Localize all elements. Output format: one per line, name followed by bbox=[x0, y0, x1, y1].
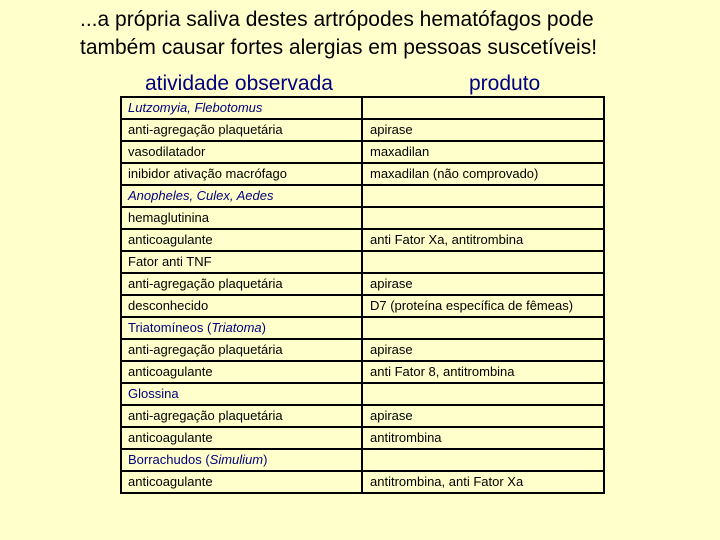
group-row-triatomineos bbox=[121, 317, 604, 339]
product-cell: apirase bbox=[362, 273, 604, 295]
activity-cell: anticoagulante bbox=[121, 471, 362, 493]
activity-cell: anticoagulante bbox=[121, 229, 362, 251]
group-empty-cell bbox=[362, 383, 604, 405]
activity-cell: vasodilatador bbox=[121, 141, 362, 163]
product-cell: anti Fator Xa, antitrombina bbox=[362, 229, 604, 251]
activity-cell: hemaglutinina bbox=[121, 207, 362, 229]
activity-cell: anti-agregação plaquetária bbox=[121, 273, 362, 295]
group-empty-cell bbox=[362, 317, 604, 339]
product-cell: maxadilan (não comprovado) bbox=[362, 163, 604, 185]
table-row bbox=[121, 207, 604, 229]
group-row-lutzomyia bbox=[121, 97, 604, 119]
page-title bbox=[80, 6, 710, 62]
product-cell bbox=[362, 207, 604, 229]
group-label-close: ) bbox=[263, 452, 268, 467]
table-row bbox=[121, 229, 604, 251]
column-header-product: produto bbox=[469, 72, 541, 95]
title-line-1: ...a própria saliva destes artrópodes hematófagos pode bbox=[80, 8, 594, 31]
table-row bbox=[121, 471, 604, 493]
table-row bbox=[121, 163, 604, 185]
product-cell: apirase bbox=[362, 405, 604, 427]
group-empty-cell bbox=[362, 449, 604, 471]
product-cell: apirase bbox=[362, 339, 604, 361]
activity-cell: anti-agregação plaquetária bbox=[121, 405, 362, 427]
product-cell: D7 (proteína específica de fêmeas) bbox=[362, 295, 604, 317]
activity-cell: anti-agregação plaquetária bbox=[121, 119, 362, 141]
table-row bbox=[121, 339, 604, 361]
group-row-glossina bbox=[121, 383, 604, 405]
group-label: Glossina bbox=[121, 383, 362, 405]
table-row bbox=[121, 361, 604, 383]
product-cell: anti Fator 8, antitrombina bbox=[362, 361, 604, 383]
group-row-anopheles bbox=[121, 185, 604, 207]
title-line-2: também causar fortes alergias em pessoas suscetíveis! bbox=[80, 36, 598, 59]
group-empty-cell bbox=[362, 185, 604, 207]
saliva-activity-table bbox=[120, 96, 605, 494]
activity-cell: anticoagulante bbox=[121, 361, 362, 383]
group-label-plain: Borrachudos ( bbox=[128, 452, 210, 467]
group-label-plain: Triatomíneos ( bbox=[128, 320, 212, 335]
group-label bbox=[121, 317, 362, 339]
activity-cell: Fator anti TNF bbox=[121, 251, 362, 273]
product-cell bbox=[362, 251, 604, 273]
activity-cell: anticoagulante bbox=[121, 427, 362, 449]
table-row bbox=[121, 251, 604, 273]
column-header-activity: atividade observada bbox=[145, 72, 333, 95]
group-label bbox=[121, 449, 362, 471]
table-row bbox=[121, 295, 604, 317]
group-label-close: ) bbox=[261, 320, 266, 335]
table-row bbox=[121, 141, 604, 163]
product-cell: apirase bbox=[362, 119, 604, 141]
group-row-borrachudos bbox=[121, 449, 604, 471]
product-cell: antitrombina, anti Fator Xa bbox=[362, 471, 604, 493]
table-row bbox=[121, 119, 604, 141]
table-row bbox=[121, 273, 604, 295]
group-label: Anopheles, Culex, Aedes bbox=[121, 185, 362, 207]
group-empty-cell bbox=[362, 97, 604, 119]
activity-cell: desconhecido bbox=[121, 295, 362, 317]
group-label: Lutzomyia, Flebotomus bbox=[121, 97, 362, 119]
activity-cell: anti-agregação plaquetária bbox=[121, 339, 362, 361]
activity-cell: inibidor ativação macrófago bbox=[121, 163, 362, 185]
group-label-italic: Triatoma bbox=[211, 320, 262, 335]
product-cell: maxadilan bbox=[362, 141, 604, 163]
product-cell: antitrombina bbox=[362, 427, 604, 449]
table-row bbox=[121, 427, 604, 449]
table-row bbox=[121, 405, 604, 427]
group-label-italic: Simulium bbox=[209, 452, 264, 467]
